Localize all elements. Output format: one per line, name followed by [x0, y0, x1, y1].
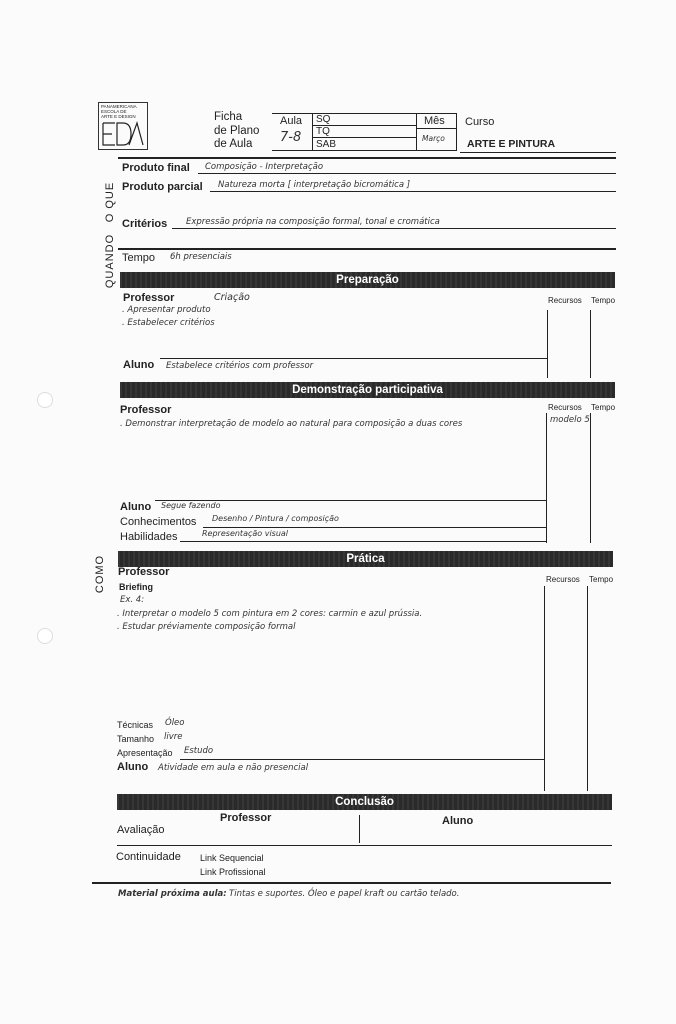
form-title-line-3: de Aula	[214, 138, 253, 150]
conclusao-aluno-label: Aluno	[442, 815, 474, 827]
tamanho-value: livre	[164, 732, 183, 742]
demonstracao-professor-label: Professor	[120, 404, 172, 416]
link-profissional: Link Profissional	[200, 867, 266, 877]
demonstracao-aluno-value: Segue fazendo	[161, 501, 221, 510]
logo-mark-icon	[99, 120, 145, 148]
pratica-professor-label: Professor	[118, 566, 170, 578]
punch-hole-top	[37, 392, 53, 408]
preparacao-recursos-label: Recursos	[548, 296, 582, 305]
preparacao-professor-note: Criação	[214, 292, 250, 303]
turma-sab: SAB	[316, 139, 337, 150]
produto-parcial-label: Produto parcial	[122, 181, 203, 193]
tempo-value: 6h presenciais	[170, 252, 232, 262]
side-label-oque: O QUE	[104, 181, 116, 223]
avaliacao-label: Avaliação	[117, 824, 165, 836]
conclusao-professor-label: Professor	[220, 812, 272, 824]
section-band-demonstracao: Demonstração participativa	[120, 382, 615, 398]
produto-parcial-value: Natureza morta [ interpretação bicromática ]	[218, 180, 411, 190]
pratica-recursos-label: Recursos	[546, 575, 580, 584]
material-proxima-aula	[118, 888, 459, 899]
preparacao-item-2: . Estabelecer critérios	[122, 318, 215, 328]
side-label-como: COMO	[94, 554, 106, 594]
pratica-aluno-value: Atividade em aula e não presencial	[158, 763, 309, 773]
apresentacao-label: Apresentação	[117, 748, 173, 758]
briefing-label: Briefing	[119, 582, 154, 592]
section-band-preparacao: Preparação	[120, 272, 615, 288]
logo-line-1: PANAMERICANA	[101, 104, 137, 109]
turma-tq: TQ	[316, 126, 330, 137]
section-band-conclusao: Conclusão	[117, 794, 612, 810]
logo-line-3: ARTE E DESIGN	[101, 114, 136, 119]
criterios-label: Critérios	[122, 218, 168, 230]
pratica-item-3: . Estudar préviamente composição formal	[117, 622, 296, 632]
demonstracao-item-1: . Demonstrar interpretação de modelo ao natural para composição a duas cores	[120, 419, 463, 429]
pratica-item-2: . Interpretar o modelo 5 com pintura em 2 cores: carmin e azul prússia.	[117, 609, 423, 619]
tempo-label: Tempo	[122, 252, 156, 264]
form-title-line-1: Ficha	[214, 111, 243, 123]
preparacao-aluno-value: Estabelece critérios com professor	[166, 361, 314, 371]
preparacao-tempo-label: Tempo	[591, 296, 616, 305]
turma-sq: SQ	[316, 114, 331, 125]
apresentacao-value: Estudo	[184, 746, 214, 756]
form-title	[214, 111, 259, 152]
preparacao-item-1: . Apresentar produto	[122, 305, 211, 315]
mes-value: Março	[422, 134, 445, 143]
side-label-quando: QUANDO	[104, 233, 116, 289]
tamanho-label: Tamanho	[117, 734, 155, 744]
produto-final-value: Composição - Interpretação	[205, 162, 324, 172]
pratica-item-1: Ex. 4:	[120, 595, 145, 605]
section-band-pratica: Prática	[118, 551, 613, 567]
demonstracao-recursos-label: Recursos	[548, 403, 582, 412]
logo-line-2: ESCOLA DE	[101, 109, 127, 114]
produto-final-label: Produto final	[122, 162, 190, 174]
aula-value: 7-8	[280, 130, 302, 145]
form-title-line-2: de Plano	[214, 124, 260, 137]
habilidades-label: Habilidades	[120, 531, 178, 543]
demonstracao-aluno-label: Aluno	[120, 501, 152, 513]
demonstracao-tempo-label: Tempo	[591, 403, 616, 412]
aula-label: Aula	[280, 115, 303, 127]
tecnicas-label: Técnicas	[117, 720, 154, 730]
demonstracao-recursos-value: modelo 5	[550, 415, 590, 425]
mes-label: Mês	[424, 115, 445, 127]
curso-value: ARTE E PINTURA	[467, 138, 556, 150]
preparacao-aluno-label: Aluno	[123, 359, 155, 371]
conhecimentos-value: Desenho / Pintura / composição	[212, 514, 339, 523]
tecnicas-value: Óleo	[165, 718, 185, 728]
link-sequencial: Link Sequencial	[200, 853, 264, 863]
material-value: Tintas e suportes. Óleo e papel kraft ou cartão telado.	[229, 889, 460, 899]
continuidade-label: Continuidade	[116, 851, 181, 863]
habilidades-value: Representação visual	[202, 529, 289, 538]
pratica-tempo-label: Tempo	[589, 575, 614, 584]
material-label: Material próxima aula:	[118, 889, 227, 899]
pratica-aluno-label: Aluno	[117, 761, 149, 773]
curso-label: Curso	[465, 116, 495, 128]
criterios-value: Expressão própria na composição formal, tonal e cromática	[186, 217, 440, 227]
school-logo	[98, 102, 148, 150]
preparacao-professor-label: Professor	[123, 292, 175, 304]
conhecimentos-label: Conhecimentos	[120, 516, 197, 528]
punch-hole-bottom	[37, 628, 53, 644]
